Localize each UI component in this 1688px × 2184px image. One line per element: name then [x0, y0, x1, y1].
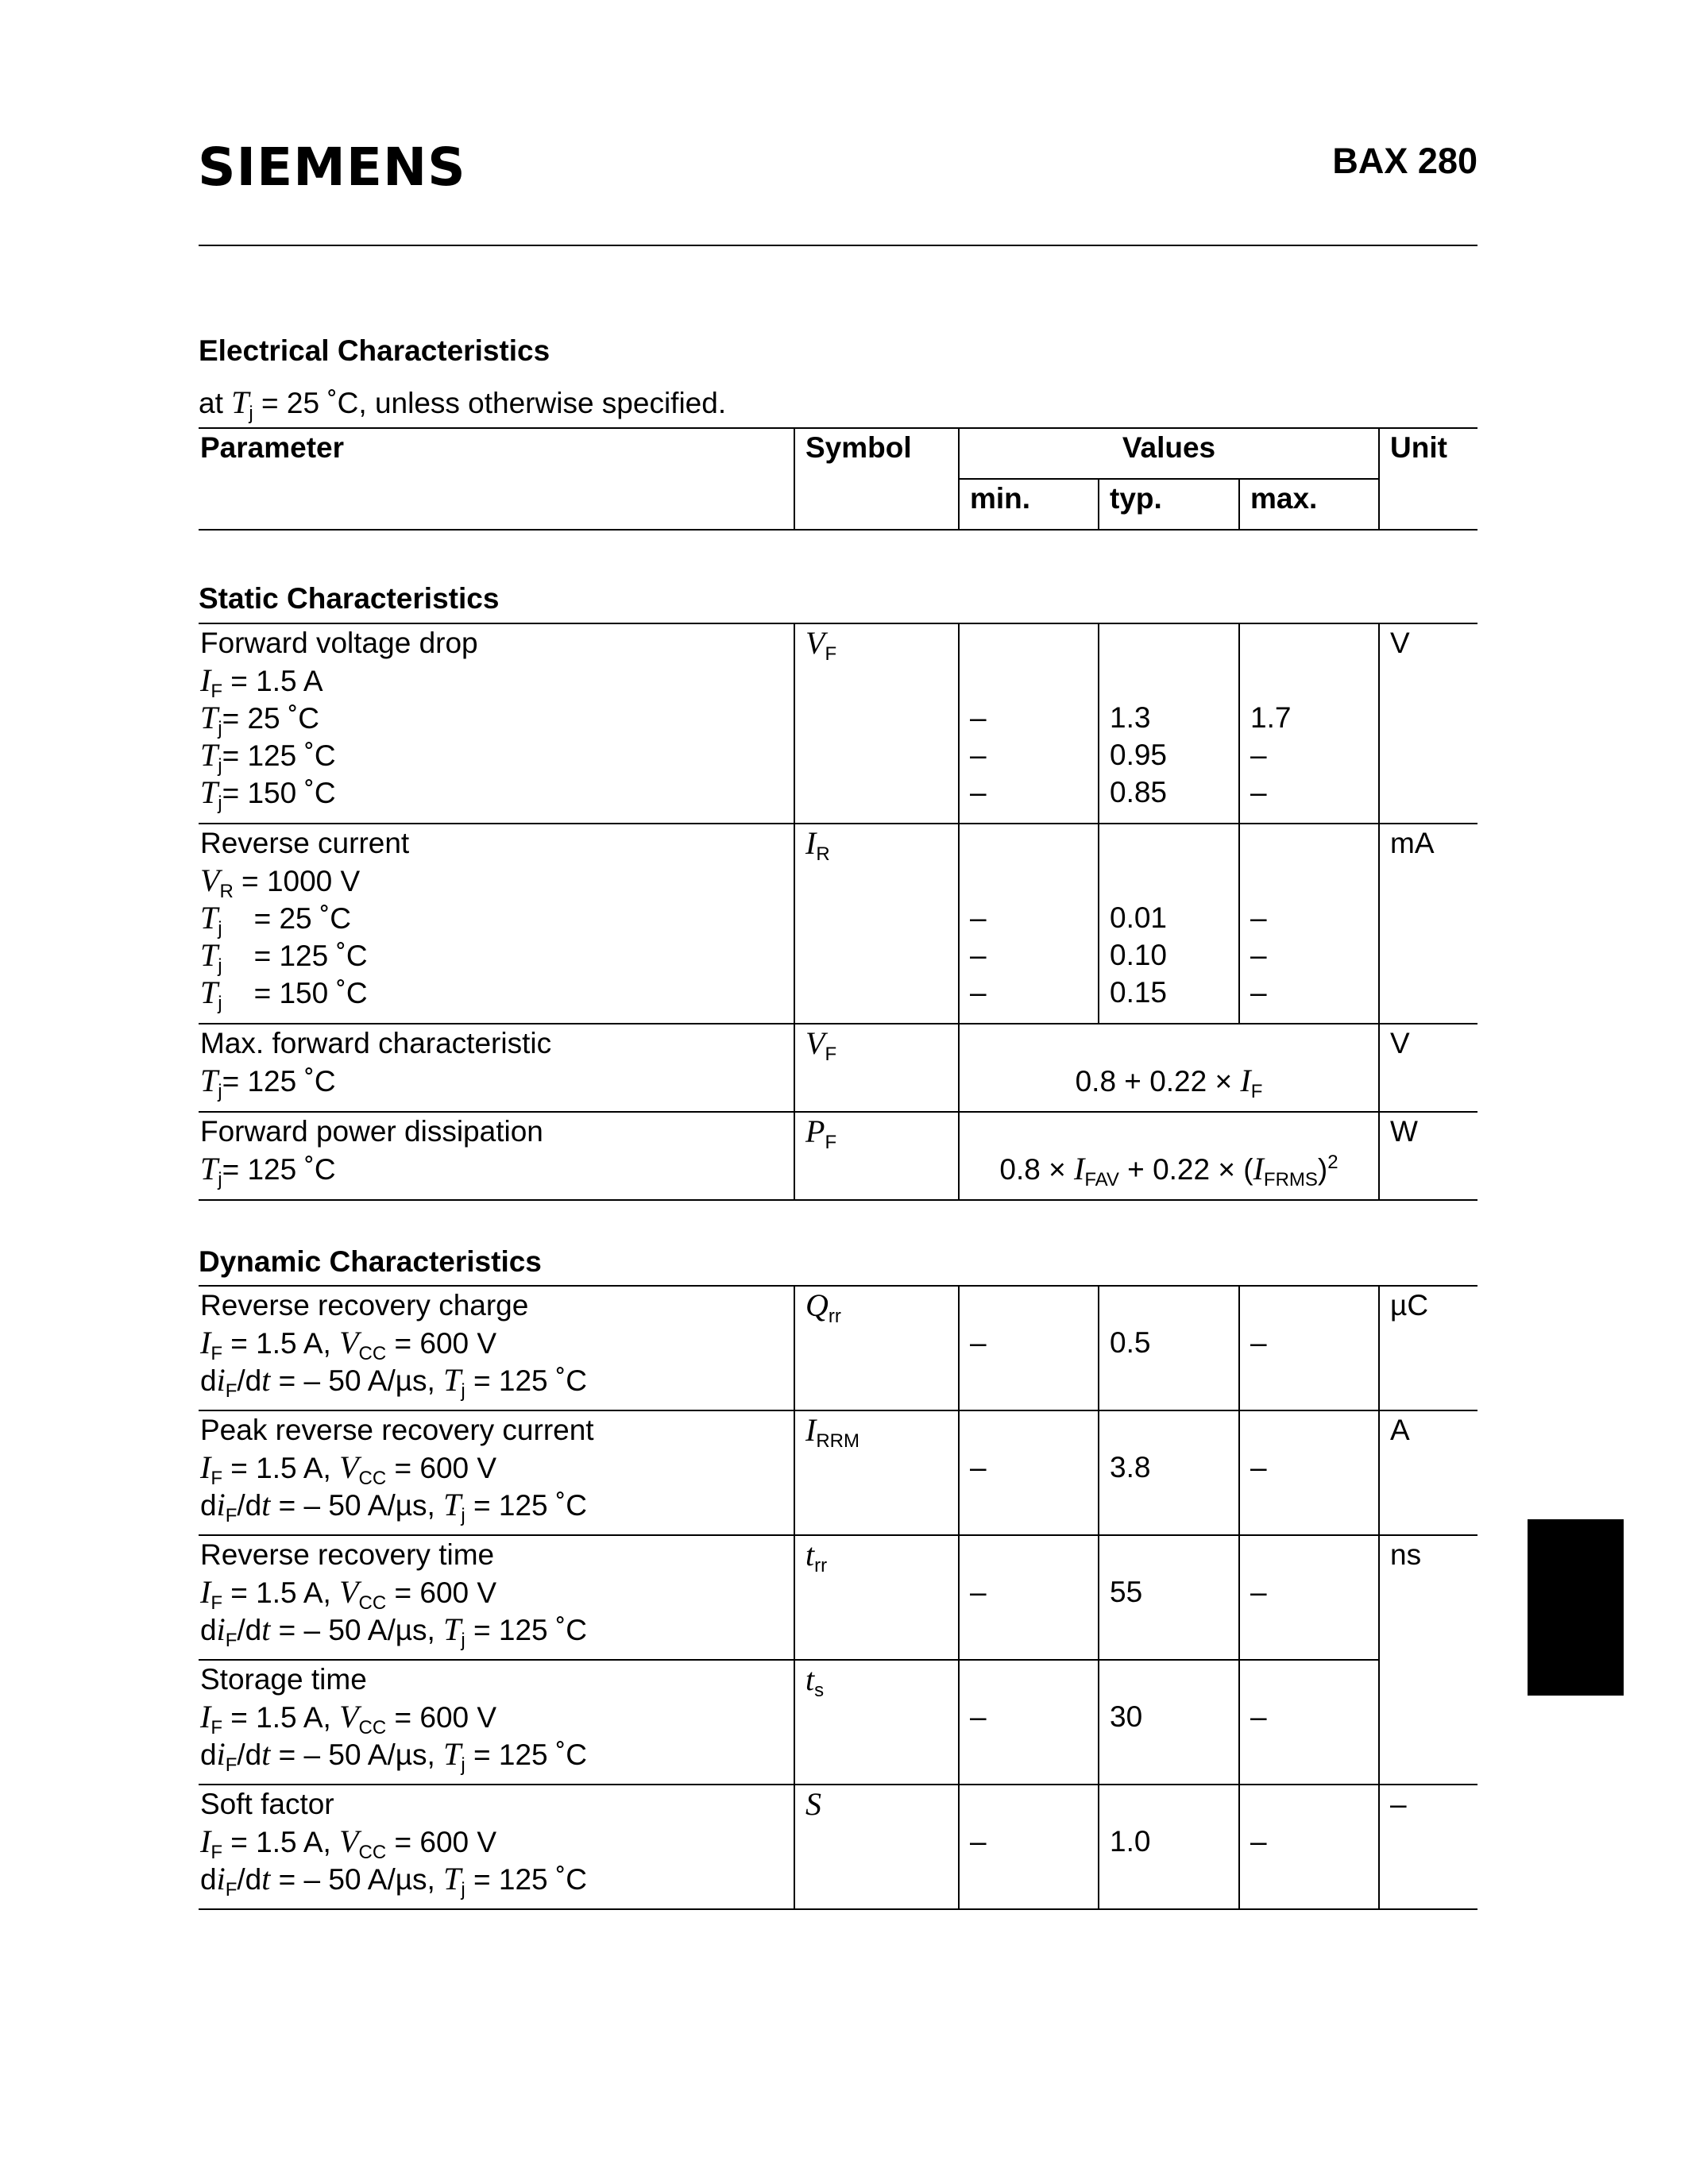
formula-cell: $0.8 + 0.22 \times I_F$	[959, 1024, 1379, 1112]
header-divider	[199, 245, 1477, 246]
param-condition: $I_F = 1.5$ A, $V_{CC} = 600$ V	[200, 1449, 497, 1489]
max-cell: –	[1239, 1660, 1379, 1785]
typ-cell: 55	[1099, 1535, 1239, 1660]
condition-subscript: j	[249, 403, 253, 424]
max-cell: – – –	[1239, 824, 1379, 1024]
typ-cell: 3.8	[1099, 1410, 1239, 1535]
symbol-cell: $I_{RRM}$	[794, 1410, 959, 1535]
min-cell: –	[959, 1286, 1099, 1410]
param-condition: $T_j = 125$ ˚C	[200, 937, 368, 977]
symbol-cell: $P_F$	[794, 1112, 959, 1200]
param-cell	[199, 1660, 794, 1785]
param-name: Max. forward characteristic	[200, 1027, 552, 1059]
param-condition: $T_j = 150$ ˚C	[200, 974, 368, 1014]
table-row	[199, 1112, 1477, 1200]
param-name: Storage time	[200, 1663, 367, 1696]
condition-symbol: T	[231, 384, 249, 420]
param-cell	[199, 1535, 794, 1660]
section-title: Electrical Characteristics	[199, 334, 550, 367]
test-condition	[199, 384, 727, 424]
table-row	[199, 824, 1477, 1024]
min-cell: –	[959, 1535, 1099, 1660]
static-table	[199, 623, 1477, 1201]
unit-cell: mA	[1379, 824, 1477, 1024]
param-condition: $T_j= 125$ ˚C	[200, 1063, 336, 1102]
table-row	[199, 1024, 1477, 1112]
header-max: max.	[1239, 479, 1379, 530]
header-symbol: Symbol	[794, 428, 959, 530]
dynamic-table	[199, 1285, 1477, 1910]
typ-cell: 1.0	[1099, 1785, 1239, 1909]
param-condition: $I_F = 1.5$ A, $V_{CC} = 600$ V	[200, 1325, 497, 1364]
param-condition: $di_F/dt$ = – 50 A/µs, $T_j = 125$ ˚C	[200, 1611, 587, 1651]
table-row	[199, 1660, 1477, 1785]
table-row	[199, 1410, 1477, 1535]
unit-cell: µC	[1379, 1286, 1477, 1410]
header-min: min.	[959, 479, 1099, 530]
param-condition: $I_F = 1.5$ A	[200, 662, 323, 702]
param-name: Reverse recovery time	[200, 1538, 495, 1571]
header-unit: Unit	[1379, 428, 1477, 530]
param-name: Reverse recovery charge	[200, 1289, 529, 1322]
unit-cell: W	[1379, 1112, 1477, 1200]
max-cell: –	[1239, 1410, 1379, 1535]
symbol-cell: $Q_{rr}$	[794, 1286, 959, 1410]
param-forward-voltage	[199, 623, 794, 824]
symbol-cell: S	[794, 1785, 959, 1909]
unit-cell: V	[1379, 1024, 1477, 1112]
param-condition: $di_F/dt$ = – 50 A/µs, $T_j = 125$ ˚C	[200, 1736, 587, 1776]
param-reverse-current	[199, 824, 794, 1024]
unit-cell: V	[1379, 623, 1477, 824]
unit-cell: –	[1379, 1785, 1477, 1909]
header-values: Values	[959, 428, 1379, 479]
header-typ: typ.	[1099, 479, 1239, 530]
param-condition: $V_R = 1000$ V	[200, 862, 361, 902]
typ-cell: 0.01 0.10 0.15	[1099, 824, 1239, 1024]
param-cell	[199, 1410, 794, 1535]
formula-cell: $0.8 \times I_{FAV} + 0.22 \times (I_{FRMS})^2$	[959, 1112, 1379, 1200]
param-condition: $I_F = 1.5$ A, $V_{CC} = 600$ V	[200, 1699, 497, 1738]
min-cell: – – –	[959, 623, 1099, 824]
param-condition: $T_j= 150$ ˚C	[200, 774, 336, 814]
unit-cell: ns	[1379, 1535, 1477, 1660]
table-row	[199, 1535, 1477, 1660]
max-cell: –	[1239, 1785, 1379, 1909]
header-parameter: Parameter	[199, 428, 794, 530]
table-row	[199, 1785, 1477, 1909]
param-condition: $I_F = 1.5$ A, $V_{CC} = 600$ V	[200, 1574, 497, 1614]
table-row	[199, 1286, 1477, 1410]
min-cell: – – –	[959, 824, 1099, 1024]
max-cell: –	[1239, 1535, 1379, 1660]
param-condition: $T_j= 125$ ˚C	[200, 737, 336, 777]
dynamic-heading: Dynamic Characteristics	[199, 1245, 542, 1278]
param-name: Reverse current	[200, 827, 410, 859]
siemens-logo: SIEMENS	[198, 137, 466, 198]
symbol-cell: $I_R$	[794, 824, 959, 1024]
min-cell: –	[959, 1660, 1099, 1785]
param-power-dissipation	[199, 1112, 794, 1200]
param-max-forward	[199, 1024, 794, 1112]
condition-prefix: at	[199, 387, 223, 419]
static-heading: Static Characteristics	[199, 582, 500, 615]
typ-cell: 0.5	[1099, 1286, 1239, 1410]
part-number: BAX 280	[1332, 141, 1477, 181]
max-cell: –	[1239, 1286, 1379, 1410]
min-cell: –	[959, 1410, 1099, 1535]
side-tab-marker	[1528, 1519, 1624, 1696]
min-cell: –	[959, 1785, 1099, 1909]
param-name: Forward voltage drop	[200, 627, 478, 659]
param-condition: $T_j= 125$ ˚C	[200, 1151, 336, 1190]
condition-text: = 25 ˚C, unless otherwise specified.	[253, 387, 727, 419]
unit-cell	[1379, 1660, 1477, 1785]
param-condition: $T_j = 25$ ˚C	[200, 900, 351, 940]
symbol-cell: $t_{rr}$	[794, 1535, 959, 1660]
param-name: Forward power dissipation	[200, 1115, 543, 1148]
param-condition: $T_j= 25$ ˚C	[200, 700, 319, 739]
param-name: Soft factor	[200, 1788, 334, 1820]
symbol-cell: $t_s$	[794, 1660, 959, 1785]
param-condition: $di_F/dt$ = – 50 A/µs, $T_j = 125$ ˚C	[200, 1861, 587, 1900]
typ-cell: 1.3 0.95 0.85	[1099, 623, 1239, 824]
max-cell: 1.7 – –	[1239, 623, 1379, 824]
symbol-cell: $V_F$	[794, 623, 959, 824]
param-condition: $di_F/dt$ = – 50 A/µs, $T_j = 125$ ˚C	[200, 1362, 587, 1402]
table-header	[199, 427, 1477, 531]
symbol-cell: $V_F$	[794, 1024, 959, 1112]
param-name: Peak reverse recovery current	[200, 1414, 594, 1446]
unit-cell: A	[1379, 1410, 1477, 1535]
param-cell	[199, 1785, 794, 1909]
param-condition: $di_F/dt$ = – 50 A/µs, $T_j = 125$ ˚C	[200, 1487, 587, 1526]
typ-cell: 30	[1099, 1660, 1239, 1785]
param-cell	[199, 1286, 794, 1410]
param-condition: $I_F = 1.5$ A, $V_{CC} = 600$ V	[200, 1823, 497, 1863]
table-row	[199, 623, 1477, 824]
